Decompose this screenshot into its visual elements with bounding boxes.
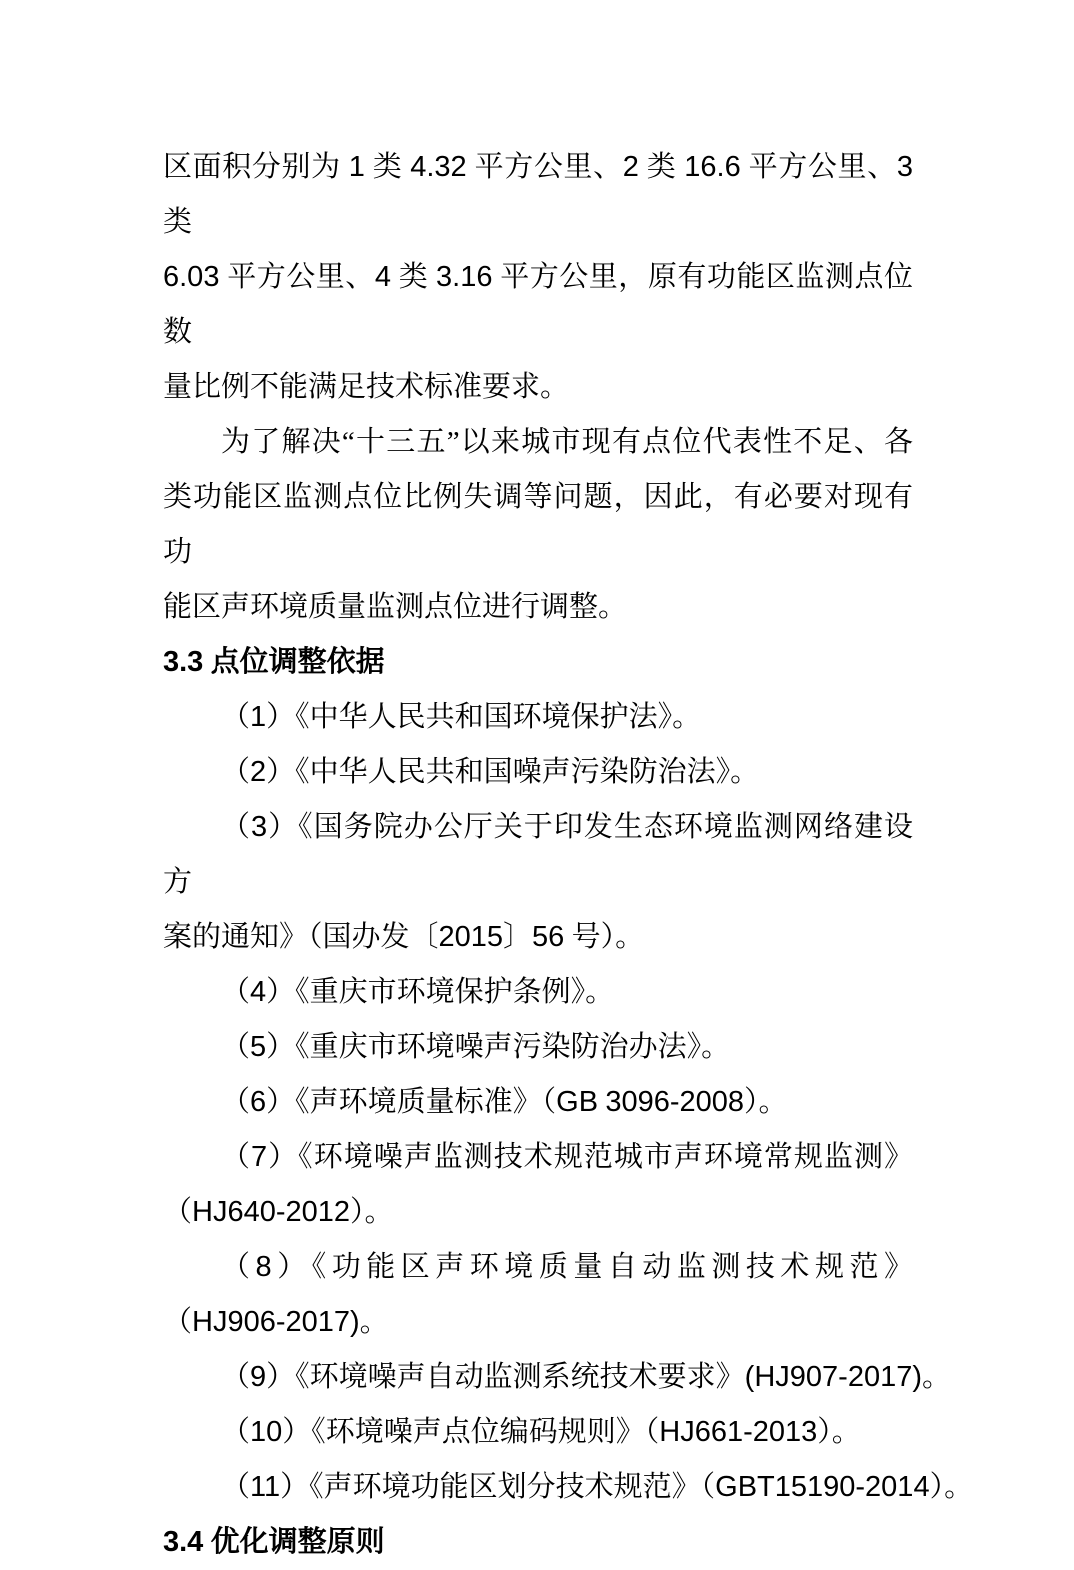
section-heading-3-4: 3.4 优化调整原则 — [163, 1526, 385, 1558]
reference-item: （9）《环境噪声自动监测系统技术要求》(HJ907-2017)。 — [221, 1361, 952, 1393]
reference-item: （6）《声环境质量标准》（GB 3096-2008）。 — [221, 1086, 788, 1118]
reference-item: （2）《中华人民共和国噪声污染防治法》。 — [221, 756, 760, 788]
reference-item-continuation: （HJ640-2012）。 — [163, 1196, 394, 1228]
body-line: 量比例不能满足技术标准要求。 — [163, 371, 570, 403]
reference-item: （1）《中华人民共和国环境保护法》。 — [221, 701, 702, 733]
document-content — [163, 140, 974, 1570]
reference-item-continuation: （HJ906-2017)。 — [163, 1306, 389, 1338]
reference-item-continuation: 案的通知》（国办发〔2015〕56 号）。 — [163, 921, 645, 953]
reference-item: （11）《声环境功能区划分技术规范》（GBT15190-2014）。 — [221, 1471, 974, 1503]
body-line: 区面积分别为 1 类 4.32 平方公里、2 类 16.6 平方公里、3 类 — [163, 151, 913, 238]
body-line: 6.03 平方公里、4 类 3.16 平方公里，原有功能区监测点位数 — [163, 261, 913, 348]
reference-item: （10）《环境噪声点位编码规则》（HJ661-2013）。 — [221, 1416, 861, 1448]
reference-item: （5）《重庆市环境噪声污染防治办法》。 — [221, 1031, 731, 1063]
section-heading-3-3: 3.3 点位调整依据 — [163, 646, 385, 678]
reference-item: （4）《重庆市环境保护条例》。 — [221, 976, 615, 1008]
body-line: 类功能区监测点位比例失调等问题，因此，有必要对现有功 — [163, 481, 913, 568]
reference-item: （3）《国务院办公厅关于印发生态环境监测网络建设方 — [163, 811, 913, 898]
body-line: 为了解决“十三五”以来城市现有点位代表性不足、各 — [221, 426, 913, 458]
reference-item: （7）《环境噪声监测技术规范城市声环境常规监测》 — [221, 1141, 913, 1173]
reference-item: （8）《功能区声环境质量自动监测技术规范》 — [221, 1251, 913, 1283]
body-line: 能区声环境质量监测点位进行调整。 — [163, 591, 628, 623]
